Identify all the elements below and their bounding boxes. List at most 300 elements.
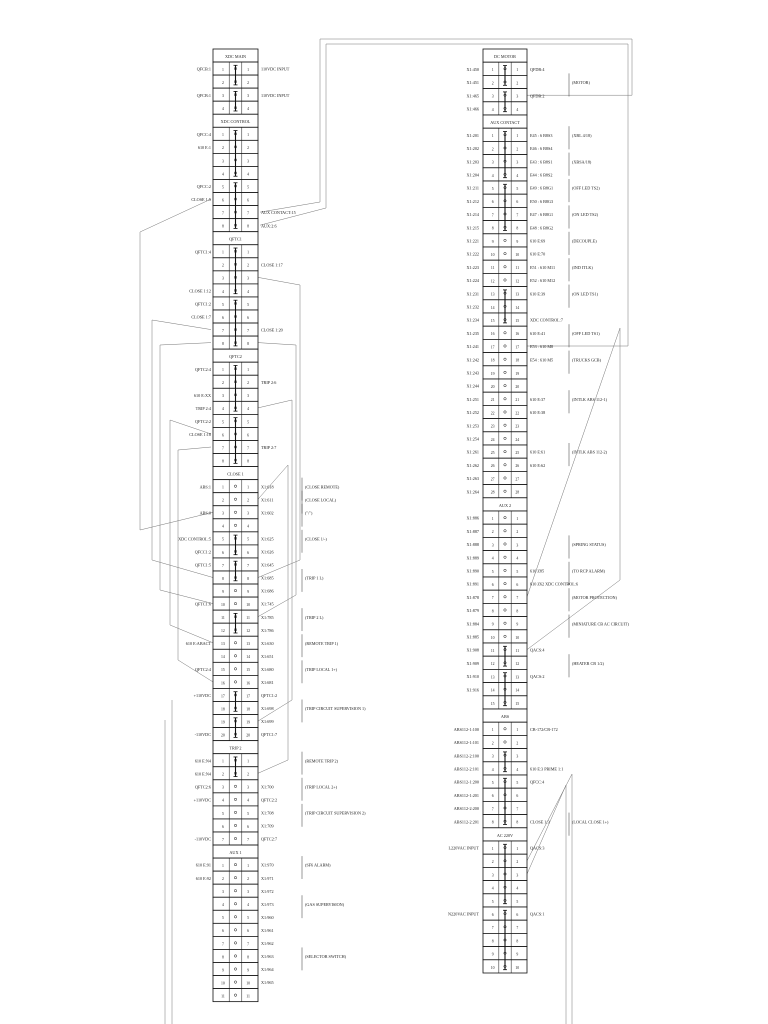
terminal-number-right: 4 <box>247 107 250 112</box>
terminal-number-right: 2 <box>247 381 250 386</box>
wire-label-right: X1:971 <box>261 875 274 881</box>
terminal-number-left: 5 <box>221 185 224 190</box>
wire-label-left: X1:253 <box>466 423 479 429</box>
function-note: (TRIP CIRCUIT SUPERVISION 2) <box>305 810 366 816</box>
terminal-number-left: 12 <box>221 629 225 634</box>
terminal-number-right: 5 <box>247 185 250 190</box>
terminal-number-right: 14 <box>246 655 250 660</box>
function-note: ("/") <box>305 510 313 516</box>
wire-label-left: ABS112-1:201 <box>453 792 479 798</box>
terminal-number-right: 7 <box>516 213 519 218</box>
wire-label-left: X1:879 <box>466 608 479 614</box>
terminal-screw <box>504 279 506 281</box>
terminal-screw <box>234 589 236 591</box>
terminal-number-right: 4 <box>247 903 250 908</box>
wire-label-left: X1:910 <box>466 674 479 680</box>
function-note: (CLOSE REMOTE) <box>305 484 340 490</box>
terminal-number-left: 7 <box>221 211 224 216</box>
terminal-number-right: 3 <box>247 890 250 895</box>
wire-label-right: X1:708 <box>261 810 274 816</box>
terminal-number-right: 8 <box>247 955 250 960</box>
block-title: CLOSE 1 <box>227 471 244 477</box>
function-note: (SPRING STATUS) <box>572 542 606 548</box>
terminal-screw <box>234 916 236 918</box>
terminal-number-left: 11 <box>221 994 225 999</box>
terminal-number-left: 3 <box>221 511 224 516</box>
wire-label-left: ABS112-2:201 <box>453 819 479 825</box>
wire-label-right: QACS:3 <box>530 845 545 851</box>
function-note: (LOCAL CLOSE 1+) <box>572 819 609 825</box>
terminal-number-left: 8 <box>491 609 494 614</box>
terminal-number-left: 15 <box>490 318 495 323</box>
terminal-number-right: 15 <box>246 668 250 673</box>
terminal-number-right: 8 <box>247 341 250 346</box>
terminal-number-right: 3 <box>247 785 250 790</box>
wire-label-right: QFTC2:7 <box>261 836 278 842</box>
wire-label-right: X1:626 <box>261 549 274 555</box>
wire-label-left: QFTC2:4 <box>194 366 211 372</box>
terminal-number-right: 11 <box>246 994 250 999</box>
terminal-number-left: 12 <box>490 662 495 667</box>
terminal-block <box>448 828 544 973</box>
wire-label-right: 610 Z85 <box>530 568 545 574</box>
terminal-screw <box>504 358 506 360</box>
wire-label-right: E54 : 610 M5 <box>530 357 554 363</box>
terminal-number-left: 4 <box>221 289 224 294</box>
terminal-number-right: 1 <box>247 485 250 490</box>
wire-label-left: X1:261 <box>466 449 479 455</box>
terminal-number-right: 5 <box>247 537 250 542</box>
wire-label-right: X1:785 <box>261 614 274 620</box>
terminal-number-right: 10 <box>246 981 250 986</box>
terminal-number-right: 1 <box>516 846 519 851</box>
wire-label-right: QFDB:4 <box>530 66 545 72</box>
terminal-number-right: 3 <box>247 511 250 516</box>
wire-label-left: X1:204 <box>466 172 479 178</box>
block-title: TRIP 2 <box>229 745 242 751</box>
terminal-number-right: 16 <box>246 681 250 686</box>
wire-label-right: 610 E:3 PRIME 1:1 <box>530 766 564 772</box>
wire-label-left: X1:201 <box>466 132 479 138</box>
wire-right-loop-1 <box>258 277 300 577</box>
terminal-number-right: 2 <box>247 146 250 151</box>
wire-label-left: QFTC1:2 <box>194 301 211 307</box>
terminal-number-right: 13 <box>515 675 520 680</box>
terminal-number-left: 7 <box>221 446 224 451</box>
terminal-number-left: 2 <box>491 860 494 865</box>
block-title: QFTC2 <box>229 354 242 360</box>
terminal-screw <box>504 398 506 400</box>
terminal-number-left: 3 <box>491 873 494 878</box>
terminal-number-right: 3 <box>516 543 519 548</box>
terminal-number-right: 14 <box>515 305 520 310</box>
wire-label-left: X1:466 <box>466 106 479 112</box>
terminal-number-right: 1 <box>247 133 250 138</box>
wire-label-right: X1:651 <box>261 653 274 659</box>
terminal-block <box>466 115 607 498</box>
wire-label-right: E52 : 610 M12 <box>530 278 556 284</box>
block-title: QFTC1 <box>229 236 242 242</box>
wire-label-right: X1:745 <box>261 601 274 607</box>
terminal-number-right: 12 <box>246 629 250 634</box>
terminal-number-left: 2 <box>221 772 224 777</box>
wire-label-left: X1:211 <box>466 185 479 191</box>
terminal-screw <box>234 798 236 800</box>
wire-label-left: X1:203 <box>466 159 479 165</box>
wire-label-left: -110VDC <box>194 836 211 842</box>
function-note: (OFF LED TS2) <box>572 185 600 191</box>
function-note: (INTLK ABS 112-2) <box>572 449 607 455</box>
terminal-number-left: 5 <box>491 780 494 785</box>
block-title: AC 220V <box>496 832 514 838</box>
wire-label-right: QACS:1 <box>530 911 545 917</box>
block-title: ABS <box>500 713 510 719</box>
terminal-number-left: 20 <box>221 733 225 738</box>
wire-label-left: CLOSE 1:5 <box>191 197 211 203</box>
wire-label-right: AUX CONTACT:15 <box>261 210 296 216</box>
terminal-number-right: 4 <box>247 524 250 529</box>
block-title: AUX 1 <box>229 849 242 855</box>
terminal-number-right: 10 <box>246 602 250 607</box>
terminal-number-left: 5 <box>221 537 224 542</box>
terminal-screw <box>504 411 506 413</box>
terminal-number-right: 1 <box>516 134 519 139</box>
terminal-number-left: 3 <box>491 543 494 548</box>
terminal-number-right: 6 <box>516 912 519 917</box>
wire-label-right: E51 : 610 M11 <box>530 264 556 270</box>
wire-label-left: X1:212 <box>466 198 479 204</box>
terminal-block <box>466 498 629 709</box>
terminal-number-left: 7 <box>221 563 224 568</box>
function-note: (ON LED TS2) <box>572 212 598 218</box>
wire-aux2-loop <box>527 328 620 650</box>
terminal-number-right: 9 <box>516 239 519 244</box>
terminal-number-right: 20 <box>515 384 520 389</box>
terminal-block <box>191 114 295 231</box>
terminal-number-left: 2 <box>221 877 224 882</box>
terminal-number-left: 10 <box>490 635 495 640</box>
terminal-screw <box>234 929 236 931</box>
terminal-number-left: 10 <box>490 965 495 970</box>
function-note: (CLOSE LOCAL) <box>305 497 337 503</box>
terminal-number-left: 4 <box>221 903 224 908</box>
terminal-screw <box>234 785 236 787</box>
terminal-number-right: 8 <box>516 609 519 614</box>
terminal-screw <box>504 266 506 268</box>
wire-label-right: X1:698 <box>261 706 274 712</box>
terminal-number-right: 8 <box>516 226 519 231</box>
terminal-number-right: 2 <box>516 530 519 535</box>
terminal-number-left: 4 <box>221 107 224 112</box>
function-note: (XBSA/18) <box>572 159 592 165</box>
terminal-number-right: 10 <box>515 635 520 640</box>
terminal-number-left: 12 <box>490 279 495 284</box>
wire-label-left: 610 E:ABACT <box>185 640 211 646</box>
terminal-number-right: 2 <box>516 147 519 152</box>
terminal-number-right: 18 <box>246 707 250 712</box>
terminal-number-right: 5 <box>516 186 519 191</box>
terminal-number-left: 19 <box>221 720 225 725</box>
wire-label-left: X1:891 <box>466 581 479 587</box>
wire-aux-contact-loop <box>260 44 628 346</box>
wire-label-left: QFCC:2 <box>196 184 211 190</box>
terminal-number-right: 1 <box>516 728 519 733</box>
terminal-number-right: 8 <box>247 576 250 581</box>
terminal-number-right: 2 <box>516 741 519 746</box>
wire-label-left: ABS112-2:101 <box>453 766 479 772</box>
wire-label-left: X1:235 <box>466 330 479 336</box>
terminal-number-left: 6 <box>221 824 224 829</box>
wire-label-right: QACS:2 <box>530 674 545 680</box>
function-note: (INTLK ABS 112-1) <box>572 396 607 402</box>
terminal-number-right: 6 <box>516 200 519 205</box>
terminal-number-right: 2 <box>247 263 250 268</box>
terminal-number-right: 7 <box>247 328 250 333</box>
terminal-number-right: 13 <box>515 292 520 297</box>
wire-label-right: 610 E:41 <box>530 330 546 336</box>
wire-label-right: 110VDC INPUT <box>261 92 290 98</box>
terminal-number-right: 16 <box>515 332 520 337</box>
wire-label-right: 610 E:70 <box>530 251 546 257</box>
terminal-number-right: 7 <box>247 837 250 842</box>
terminal-number-left: 13 <box>221 642 225 647</box>
wire-label-left: X1:878 <box>466 594 479 600</box>
terminal-number-left: 9 <box>491 952 494 957</box>
wire-label-left: QFTC2:2 <box>194 419 211 425</box>
block-title: AUX 2 <box>498 502 512 508</box>
terminal-number-left: 20 <box>490 384 495 389</box>
terminal-number-right: 6 <box>247 315 250 320</box>
terminal-number-right: 3 <box>516 94 519 99</box>
wire-label-right: QFTC1:2 <box>261 693 278 699</box>
terminal-number-right: 5 <box>247 916 250 921</box>
terminal-number-left: 10 <box>221 602 225 607</box>
terminal-number-left: 8 <box>491 226 494 231</box>
terminal-number-left: 3 <box>221 785 224 790</box>
function-note: (TRIP LOCAL 2+) <box>305 784 338 790</box>
wire-label-left: X1:890 <box>466 568 479 574</box>
wire-label-left: X1:215 <box>466 225 479 231</box>
terminal-number-left: 5 <box>491 569 494 574</box>
wire-label-left: 610 E:N4 <box>194 758 211 764</box>
terminal-screw <box>504 239 506 241</box>
terminal-screw <box>234 863 236 865</box>
terminal-screw <box>234 837 236 839</box>
wire-label-left: X1:451 <box>466 80 479 86</box>
terminal-screw <box>504 622 506 624</box>
wire-label-right: CLOSE 1:20 <box>261 327 283 333</box>
wire-label-left: 610 E:1 <box>197 144 211 150</box>
wire-label-right: XDC CONTROL:7 <box>530 317 563 323</box>
terminal-number-left: 6 <box>221 315 224 320</box>
wire-label-left: X1:202 <box>466 146 479 152</box>
wire-label-left: X1:916 <box>466 687 479 693</box>
terminal-number-left: 17 <box>490 345 495 350</box>
terminal-block <box>197 49 290 114</box>
terminal-screw <box>234 811 236 813</box>
wire-label-right: X1:618 <box>261 484 274 490</box>
wire-label-left: ABS112-2:200 <box>453 806 479 812</box>
terminal-screw <box>234 824 236 826</box>
terminal-number-right: 4 <box>516 767 519 772</box>
terminal-number-left: 6 <box>221 198 224 203</box>
terminal-number-left: 9 <box>221 589 224 594</box>
terminal-number-right: 3 <box>516 160 519 165</box>
terminal-number-right: 3 <box>247 394 250 399</box>
terminal-number-left: 8 <box>221 576 224 581</box>
terminal-number-right: 5 <box>516 899 519 904</box>
terminal-strip-right <box>448 49 629 973</box>
wire-label-left: X1:888 <box>466 542 479 548</box>
wire-label-left: +110VDC <box>193 797 211 803</box>
wire-label-right: X1:699 <box>261 719 274 725</box>
terminal-number-right: 4 <box>247 289 250 294</box>
function-note: (SELECTOR SWITCH) <box>305 954 346 960</box>
terminal-number-right: 14 <box>515 688 520 693</box>
wire-label-right: QFCC:4 <box>530 779 545 785</box>
terminal-number-left: 10 <box>490 252 495 257</box>
terminal-screw <box>234 668 236 670</box>
terminal-screw <box>504 332 506 334</box>
wire-label-left: X1:885 <box>466 634 479 640</box>
function-note: (MINIATURE CB AC CIRCUIT) <box>572 621 629 627</box>
function-note: (TRIP 1 L) <box>305 575 324 581</box>
terminal-number-left: 18 <box>221 707 225 712</box>
terminal-number-left: 25 <box>490 450 495 455</box>
wire-label-left: X1:241 <box>466 344 479 350</box>
terminal-screw <box>234 994 236 996</box>
terminal-number-right: 17 <box>515 345 520 350</box>
function-note: (TRUCKS GCB) <box>572 357 601 363</box>
terminal-number-left: 3 <box>221 276 224 281</box>
terminal-number-left: 4 <box>491 767 494 772</box>
terminal-number-right: 2 <box>516 860 519 865</box>
terminal-number-left: 27 <box>490 477 495 482</box>
terminal-number-right: 5 <box>516 569 519 574</box>
wire-label-right: 610 E:62 <box>530 462 546 468</box>
wire-label-left: X1:254 <box>466 436 479 442</box>
terminal-number-left: 23 <box>490 424 495 429</box>
terminal-number-right: 8 <box>247 224 250 229</box>
wire-label-right: QFTC1:7 <box>261 732 278 738</box>
terminal-number-left: 1 <box>491 516 494 521</box>
wire-label-right: X1:680 <box>261 666 274 672</box>
wire-label-right: 610 Z62 XDC CONTROL:6 <box>530 581 579 587</box>
terminal-number-left: 4 <box>491 107 494 112</box>
terminal-screw <box>234 968 236 970</box>
terminal-number-right: 12 <box>515 279 520 284</box>
wire-label-right: QFTC2:2 <box>261 797 278 803</box>
terminal-block <box>196 845 347 1002</box>
terminal-number-left: 4 <box>221 172 224 177</box>
wire-label-left: QFCB:1 <box>196 92 211 98</box>
terminal-screw <box>504 345 506 347</box>
terminal-screw <box>234 642 236 644</box>
terminal-screw <box>234 655 236 657</box>
terminal-number-left: 7 <box>491 213 494 218</box>
terminal-number-left: 9 <box>491 239 494 244</box>
terminal-number-right: 4 <box>247 407 250 412</box>
terminal-number-right: 9 <box>247 968 250 973</box>
terminal-number-right: 1 <box>247 250 250 255</box>
terminal-number-left: 24 <box>490 437 495 442</box>
wire-label-left: X1:909 <box>466 660 479 666</box>
function-note: (TRIP LOCAL 1+) <box>305 666 338 672</box>
wire-label-right: E47 : 6 B8G1 <box>530 212 554 218</box>
wire-label-left: QFCB:1 <box>196 66 211 72</box>
terminal-screw <box>234 981 236 983</box>
wire-label-left: X1:886 <box>466 515 479 521</box>
terminal-number-right: 4 <box>516 173 519 178</box>
wire-label-left: QFTC2:6 <box>194 784 211 790</box>
terminal-number-left: 3 <box>221 890 224 895</box>
terminal-number-left: 3 <box>491 160 494 165</box>
terminal-number-left: 4 <box>491 886 494 891</box>
wire-label-left: X1:242 <box>466 357 479 363</box>
terminal-number-left: 8 <box>491 820 494 825</box>
block-title: DC MOTOR <box>494 53 516 59</box>
terminal-number-right: 8 <box>516 939 519 944</box>
terminal-number-right: 24 <box>515 437 520 442</box>
terminal-number-left: 1 <box>491 68 494 73</box>
terminal-number-right: 11 <box>515 648 520 653</box>
terminal-screw <box>504 516 506 518</box>
terminal-number-right: 17 <box>246 694 250 699</box>
terminal-screw <box>504 437 506 439</box>
terminal-number-right: 4 <box>516 556 519 561</box>
wire-label-left: X1:264 <box>466 489 479 495</box>
wire-label-right: E53 : 610 M8 <box>530 344 554 350</box>
wire-label-right: X1:681 <box>261 680 274 686</box>
terminal-number-right: 15 <box>515 701 520 706</box>
terminal-number-right: 8 <box>247 459 250 464</box>
wire-label-right: X1:962 <box>261 941 274 947</box>
wire-label-left: QFTC2:4 <box>194 666 211 672</box>
function-note: (TO RCP ALARM) <box>572 568 606 574</box>
function-note: (ON LED TS1) <box>572 291 598 297</box>
wire-label-right: X1:709 <box>261 823 274 829</box>
terminal-screw <box>504 450 506 452</box>
terminal-number-left: 6 <box>491 912 494 917</box>
wire-label-left: X1:887 <box>466 528 479 534</box>
terminal-block <box>194 741 366 845</box>
terminal-number-right: 27 <box>515 477 520 482</box>
terminal-number-left: 6 <box>221 433 224 438</box>
terminal-number-right: 11 <box>246 616 250 621</box>
terminal-number-right: 6 <box>247 433 250 438</box>
terminal-number-right: 2 <box>247 772 250 777</box>
terminal-screw <box>504 464 506 466</box>
function-note: (TRIP 2 L) <box>305 614 324 620</box>
function-note: (TRIP CIRCUIT SUPERVISION 1) <box>305 706 366 712</box>
terminal-screw <box>504 424 506 426</box>
terminal-screw <box>234 511 236 513</box>
terminal-number-right: 11 <box>515 266 520 271</box>
wire-label-right: E43 : 6 B8S1 <box>530 159 553 165</box>
terminal-number-left: 8 <box>221 224 224 229</box>
block-title: XDC CONTROL <box>220 119 251 125</box>
terminal-screw <box>504 490 506 492</box>
terminal-number-left: 9 <box>491 622 494 627</box>
wire-label-left: QFCC:4 <box>196 131 211 137</box>
terminal-number-right: 7 <box>247 446 250 451</box>
terminal-number-left: 15 <box>490 701 495 706</box>
wire-label-right: CLOSE 1:17 <box>261 262 283 268</box>
terminal-screw <box>234 942 236 944</box>
wire-label-right: X1:963 <box>261 954 274 960</box>
terminal-number-right: 9 <box>516 952 519 957</box>
terminal-number-left: 13 <box>490 292 495 297</box>
